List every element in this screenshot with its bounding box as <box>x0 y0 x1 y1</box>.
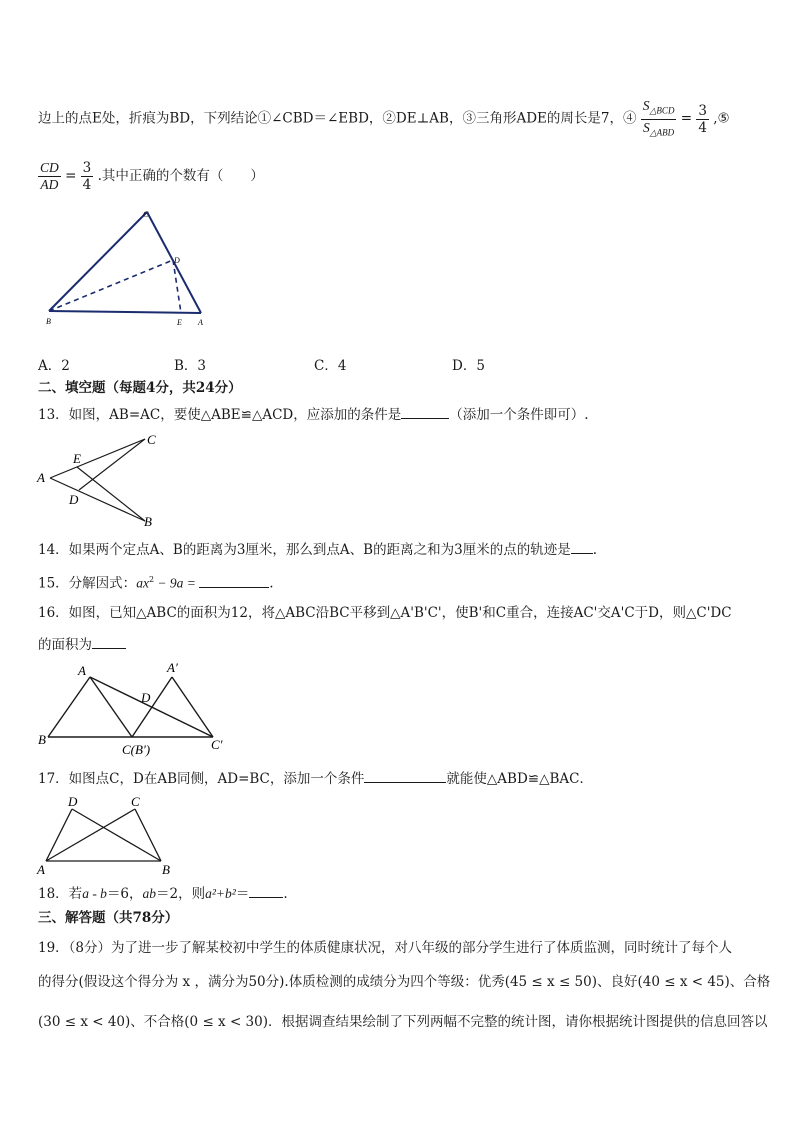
q12-label-C: C <box>143 210 149 219</box>
q12-option-c[interactable]: C．4 <box>314 358 347 374</box>
q12-option-b[interactable]: B．3 <box>174 358 207 374</box>
q15-line: 15．分解因式：$ax^2 - 9a$ = . <box>38 570 274 594</box>
q16-label-B: B <box>38 732 46 747</box>
q13-label-B: B <box>144 514 152 529</box>
q12-triangle-figure <box>40 205 220 330</box>
section-2-title: 二、填空题（每题4分，共24分） <box>38 380 242 396</box>
q16-figure <box>36 660 226 760</box>
q17-label-B: B <box>162 862 170 877</box>
q13-figure <box>34 430 174 530</box>
section-3-title: 三、解答题（共78分） <box>38 910 179 926</box>
q12-line1: 边上的点E处，折痕为BD，下列结论①∠CBD＝∠EBD，②DE⊥AB，③三角形ADE的周长是7，④ $\frac{S_{\triangle BCD}}{S_{\triangle ABD}}$ = $\frac{3}{4}$ ,⑤ <box>38 98 730 140</box>
q12-text: 边上的点E处，折痕为BD，下列结论①∠CBD＝∠EBD，②DE⊥AB，③三角形ADE的周长是7，④ <box>38 110 637 127</box>
q13-label-E: E <box>73 451 81 466</box>
q14-answer-blank[interactable] <box>571 539 593 554</box>
q16-label-C-prime: C′ <box>211 737 223 752</box>
q19-line1: 19．（8分）为了进一步了解某校初中学生的体质健康状况，对八年级的部分学生进行了体质监测，同时统计了每个人 <box>38 940 733 956</box>
q12-label-B: B <box>46 317 51 326</box>
q13-line: 13．如图，AB=AC，要使△ABE≌△ACD，应添加的条件是 （添加一个条件即可）. <box>38 404 589 425</box>
q18-answer-blank[interactable] <box>249 883 283 898</box>
q12-area-ratio: $\frac{S_{\triangle BCD}}{S_{\triangle ABD}}$ <box>642 98 675 138</box>
q12-label-A: A <box>198 318 203 327</box>
q16-answer-blank[interactable] <box>92 634 126 649</box>
q14-line: 14．如果两个定点A、B的距离为3厘米，那么到点A、B的距离之和为3厘米的点的轨迹是 . <box>38 539 597 560</box>
q12-label-D: D <box>174 256 180 265</box>
q16-label-A-prime: A′ <box>167 660 178 675</box>
q13-answer-blank[interactable] <box>401 404 449 419</box>
q12-label-E: E <box>177 318 182 327</box>
q16-label-D: D <box>141 690 151 705</box>
q17-label-D: D <box>68 794 78 809</box>
q17-answer-blank[interactable] <box>364 768 446 783</box>
q13-label-C: C <box>147 432 156 447</box>
q12-value-fraction-2: $\frac{3}{4}$ <box>82 160 92 193</box>
q13-label-D: D <box>69 492 79 507</box>
q16-label-C-B-prime: C(B′) <box>122 742 151 757</box>
q19-line3: (30 ≤ x < 40)、不合格(0 ≤ x < 30)．根据调查结果绘制了下列两幅不完整的统计图，请你根据统计图提供的信息回答以 <box>38 1014 768 1030</box>
q15-answer-blank[interactable] <box>199 573 269 588</box>
q17-line: 17．如图点C，D在AB同侧，AD=BC，添加一个条件 就能使△ABD≌△BAC． <box>38 768 593 789</box>
q12-option-a[interactable]: A．2 <box>38 358 70 374</box>
q12-value-fraction: $\frac{3}{4}$ <box>698 102 707 136</box>
q13-label-A: A <box>37 470 45 485</box>
q17-label-A: A <box>37 862 45 877</box>
q16-line2: 的面积为 <box>38 634 126 655</box>
q12-option-d[interactable]: D．5 <box>452 358 485 374</box>
q17-label-C: C <box>131 794 140 809</box>
q16-line1: 16．如图，已知△ABC的面积为12，将△ABC沿BC平移到△A'B'C'，使B'和C重合，连接AC'交A'C于D，则△C'DC <box>38 605 732 621</box>
q12-line2: $\frac{CD}{AD}$ = $\frac{3}{4}$ .其中正确的个数有（ ） <box>40 160 264 193</box>
q19-line2: 的得分(假设这个得分为 x ，满分为50分).体质检测的成绩分为四个等级：优秀(45 ≤ x ≤ 50)、良好(40 ≤ x < 45)、合格 <box>38 974 771 990</box>
q17-figure <box>34 792 184 882</box>
q18-line: 18．若a - b＝6，ab＝2，则a²+b²＝ . <box>38 883 288 904</box>
q12-segment-ratio: $\frac{CD}{AD}$ <box>40 160 59 192</box>
q16-label-A: A <box>78 663 86 678</box>
